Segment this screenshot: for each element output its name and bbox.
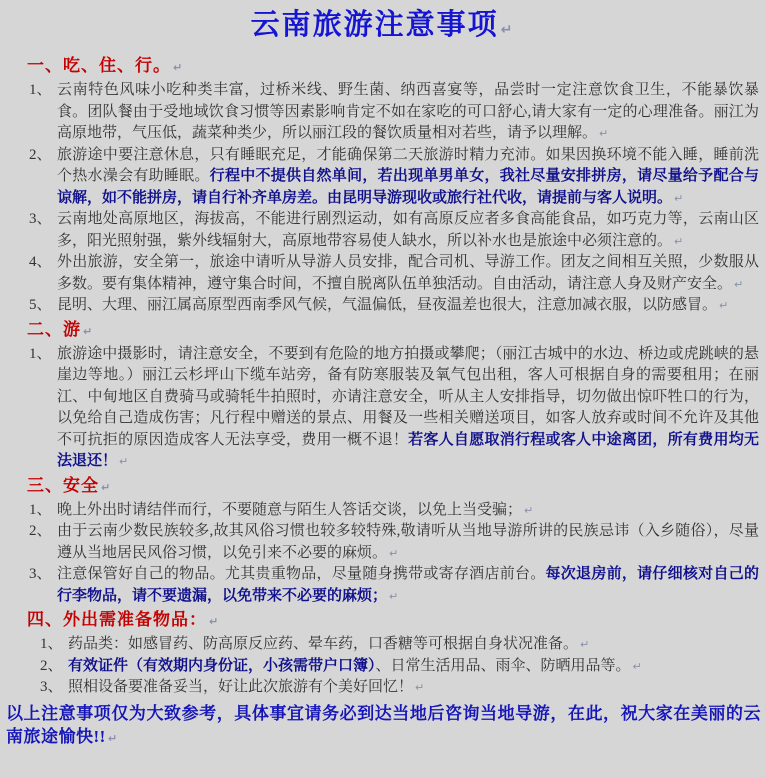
text-segment: 云南特色风味小吃种类丰富，过桥米线、野生菌、纳西喜宴等，品尝时一定注意饮食卫生，不能暴饮暴食。团队餐由于受地域饮食习惯等因素影响肯定不如在家吃的可口舒心,请大家有一定的心理准备。丽江为高原地带，气压低，蔬菜种类少，所以丽江段的餐饮质量相对若些，请予以理解。 <box>57 82 759 141</box>
emphasis-text: 行程中不提供自然单间，若出现单男单女，我社尽量安排拼房，请尽量给予配合与谅解，如不能拼房，请自行补齐单房差。由昆明导游现收或旅行社代收，请提前与客人说明。 <box>57 168 759 206</box>
list-item <box>0 252 765 295</box>
footer-text: 以上注意事项仅为大致参考，具体事宜请务必到达当地后咨询当地导游，在此，祝大家在美丽的云南旅途愉快!! <box>6 703 761 746</box>
paragraph-mark-icon: ↵ <box>389 546 399 560</box>
emphasis-text: 每次退房前，请仔细核对自己的行李物品，请不要遗漏，以免带来不必要的麻烦； <box>57 566 759 604</box>
emphasis-text: 有效证件（有效期内身份证，小孩需带户口簿） <box>68 657 376 674</box>
item-text <box>57 566 759 604</box>
paragraph-mark-icon: ↵ <box>580 638 590 651</box>
paragraph-mark-icon: ↵ <box>119 455 129 468</box>
text-segment: 注意保管好自己的物品。尤其贵重物品，尽量随身携带或寄存酒店前台。 <box>57 566 546 582</box>
text-segment: 药品类：如感冒药、防高原反应药、晕车药，口香糖等可根据自身状况准备。 <box>68 636 579 652</box>
paragraph-mark-icon: ↵ <box>674 234 684 248</box>
item-number: 1、 <box>29 82 52 98</box>
list-item <box>0 677 765 699</box>
paragraph-mark-icon: ↵ <box>524 503 534 517</box>
list-item <box>0 344 765 473</box>
list-item <box>0 521 765 564</box>
item-text <box>57 147 759 206</box>
list-item <box>0 656 765 678</box>
text-segment: 、日常生活用品、雨伞、防晒用品等。 <box>375 657 631 674</box>
item-number: 2、 <box>40 657 63 674</box>
list-item <box>0 500 765 522</box>
list-item <box>0 209 765 252</box>
section <box>0 609 765 699</box>
text-segment: 旅游途中要注意休息，只有睡眠充足，才能确保第二天旅游时精力充沛。如果因换环境不能入睡，睡前洗个热水澡会有助睡眠。 <box>57 146 759 184</box>
item-number: 5、 <box>29 297 52 313</box>
item-number: 3、 <box>40 679 63 695</box>
paragraph-mark-icon: ↵ <box>101 480 112 494</box>
sections-container <box>0 55 765 699</box>
paragraph-mark-icon: ↵ <box>209 615 220 628</box>
item-number: 3、 <box>29 566 52 582</box>
section <box>0 55 765 317</box>
footer-note <box>6 702 761 751</box>
item-text <box>57 297 728 313</box>
paragraph-mark-icon: ↵ <box>599 127 609 140</box>
item-text <box>68 679 424 695</box>
item-text <box>57 523 759 561</box>
text-segment: 云南地处高原地区，海拔高，不能进行剧烈运动，如有高原反应者多食高能食品，如巧克力等，云南山区多，阳光照射强，紫外线辐射大，高原地带容易使人缺水，所以补水也是旅途中必须注意的。 <box>57 211 759 249</box>
item-text <box>57 502 533 518</box>
item-number: 1、 <box>29 345 52 362</box>
emphasis-text: 若客人自愿取消行程或客人中途离团，所有费用均无法退还！ <box>57 431 759 469</box>
section-heading <box>27 475 765 499</box>
item-text <box>57 254 759 292</box>
list-item <box>0 564 765 607</box>
item-number: 3、 <box>29 211 52 227</box>
item-text <box>57 346 759 470</box>
item-number: 4、 <box>29 254 52 270</box>
text-segment: 由于云南少数民族较多,故其风俗习惯也较多较特殊,敬请听从当地导游所讲的民族忌讳（入乡随俗），尽量遵从当地居民风俗习惯，以免引来不必要的麻烦。 <box>57 523 759 561</box>
item-number: 2、 <box>29 146 52 163</box>
paragraph-mark-icon: ↵ <box>674 191 684 205</box>
section-heading-text: 四、外出需准备物品： <box>27 610 207 629</box>
text-segment: 昆明、大理、丽江属高原型西南季风气候，气温偏低，昼夜温差也很大，注意加减衣服，以防感冒。 <box>57 297 718 313</box>
section <box>0 475 765 608</box>
page-title-text: 云南旅游注意事项 <box>250 9 499 41</box>
paragraph-mark-icon: ↵ <box>415 681 425 694</box>
text-segment: 旅游途中摄影时，请注意安全，不要到有危险的地方拍摄或攀爬；（丽江古城中的水边、桥边或虎跳峡的悬崖边等地。）丽江云杉坪山下缆车站旁，备有防寒服装及氧气包出租，客人可根据自身的需要租用；在丽江、中甸地区自费骑马或骑牦牛拍照时，亦请注意安全，听从主人安排指导，切勿做出惊吓牲口的行为，以免给自己造成伤害；凡行程中赠送的景点、用餐及一些相关赠送项目，如客人放弃或时间不允许及其他不可抗拒的原因造成客人无法享受，费用一概不退！ <box>57 345 759 448</box>
list-item <box>0 634 765 656</box>
paragraph-mark-icon: ↵ <box>107 732 118 745</box>
list-item <box>0 145 765 210</box>
text-segment: 照相设备要准备妥当，好让此次旅游有个美好回忆！ <box>68 679 414 695</box>
item-number: 2、 <box>29 523 52 539</box>
section-heading-text: 三、安全 <box>27 475 99 495</box>
section-heading-text: 一、吃、住、行。 <box>27 56 171 75</box>
list-item <box>0 295 765 317</box>
item-text <box>68 658 642 674</box>
paragraph-mark-icon: ↵ <box>734 277 744 291</box>
section-heading <box>27 609 765 633</box>
section-heading-text: 二、游 <box>27 319 81 339</box>
text-segment: 晚上外出时请结伴而行，不要随意与陌生人答话交谈，以免上当受骗； <box>57 501 523 518</box>
section-heading <box>27 55 765 79</box>
section <box>0 319 765 473</box>
paragraph-mark-icon: ↵ <box>632 659 642 673</box>
paragraph-mark-icon: ↵ <box>173 61 184 74</box>
text-segment: 外出旅游，安全第一，旅途中请听从导游人员安排，配合司机、导游工作。团友之间相互关照，少数服从多数。要有集体精神，遵守集合时间，不擅自脱离队伍单独活动。自由活动，请注意人身及财产安全。 <box>57 254 759 292</box>
section-heading <box>27 319 765 343</box>
paragraph-mark-icon: ↵ <box>83 324 94 338</box>
item-text <box>57 82 759 141</box>
paragraph-mark-icon: ↵ <box>719 299 729 312</box>
item-number: 1、 <box>40 636 63 652</box>
item-text <box>68 636 589 652</box>
item-text <box>57 211 759 249</box>
paragraph-mark-icon: ↵ <box>389 589 399 603</box>
paragraph-mark-icon: ↵ <box>500 22 515 38</box>
item-number: 1、 <box>29 501 52 518</box>
list-item <box>0 80 765 145</box>
page-title <box>0 8 765 47</box>
